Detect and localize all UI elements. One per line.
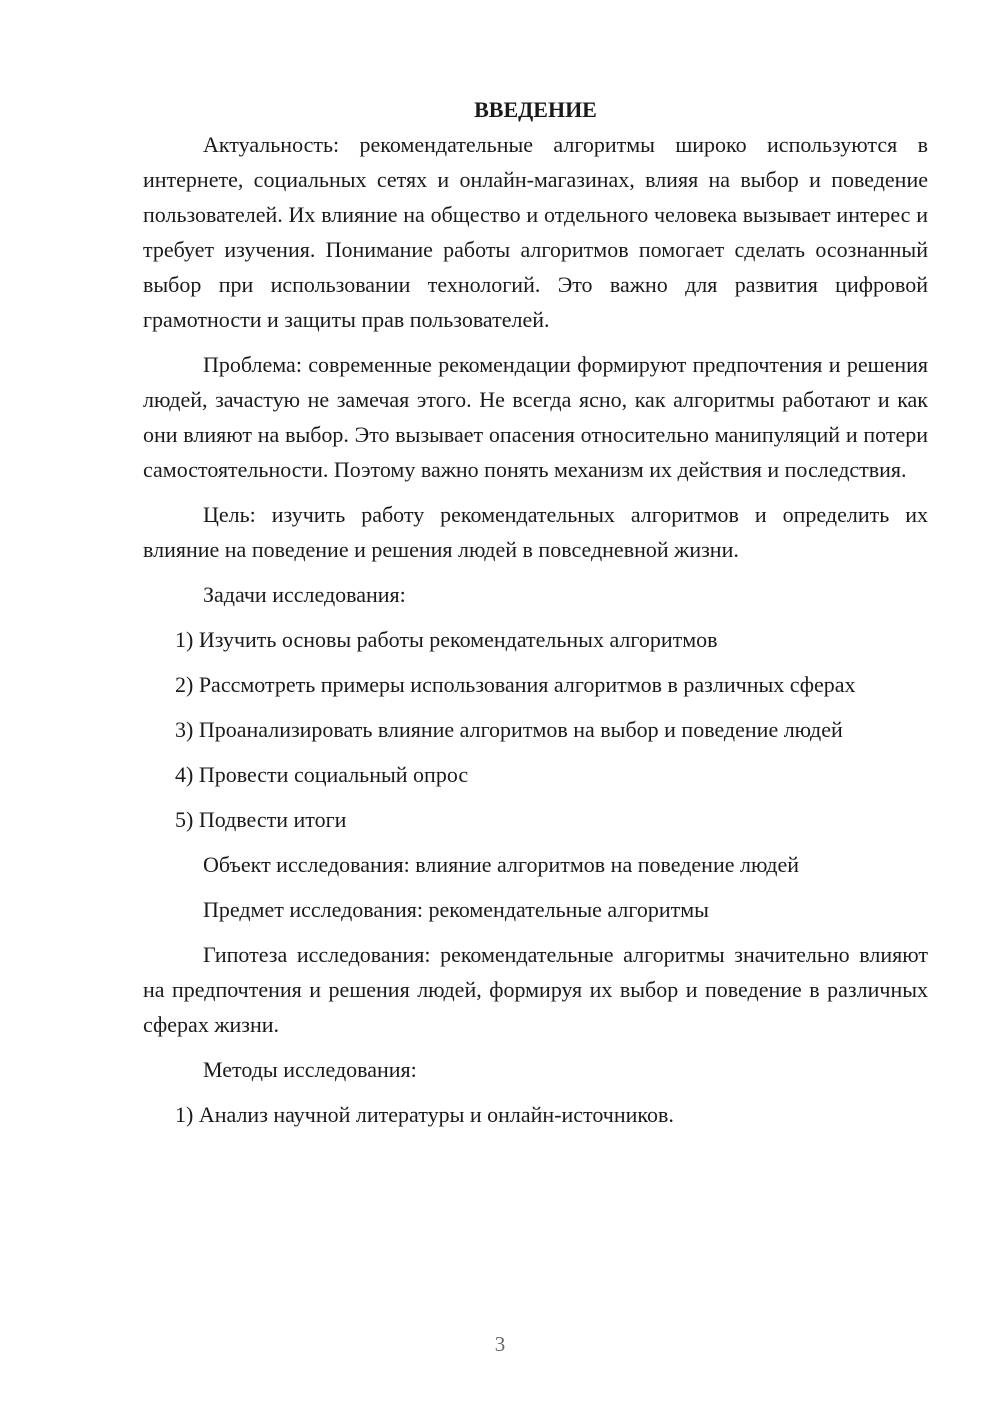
task-item: 2) Рассмотреть примеры использования алгоритмов в различных сферах [175, 672, 856, 697]
methods-heading: Методы исследования: [203, 1057, 417, 1082]
paragraph-goal: Цель: изучить работу рекомендательных алгоритмов и определить их влияние на поведение и решения людей в повседневной жизни. [143, 502, 928, 562]
section-title: ВВЕДЕНИЕ [474, 97, 597, 122]
page-number: 3 [494, 1332, 506, 1356]
paragraph-hypothesis: Гипотеза исследования: рекомендательные алгоритмы значительно влияют на предпочтения и решения людей, формируя их выбор и поведение в различных сферах жизни. [143, 942, 928, 1037]
paragraph-relevance: Актуальность: рекомендательные алгоритмы широко используются в интернете, социальных сетях и онлайн-магазинах, влияя на выбор и поведение пользователей. Их влияние на общество и отдельного человека вызывает интерес и требует изучения. Понимание работы алгоритмов помогает сделать осознанный выбор при использовании технологий. Это важно для развития цифровой грамотности и защиты прав пользователей. [143, 132, 928, 332]
task-item: 1) Изучить основы работы рекомендательных алгоритмов [175, 627, 718, 652]
paragraph-subject: Предмет исследования: рекомендательные алгоритмы [203, 897, 709, 922]
paragraph-problem: Проблема: современные рекомендации формируют предпочтения и решения людей, зачастую не замечая этого. Не всегда ясно, как алгоритмы работают и как они влияют на выбор. Это вызывает опасения относительно манипуляций и потери самостоятельности. Поэтому важно понять механизм их действия и последствия. [143, 352, 928, 482]
task-item: 4) Провести социальный опрос [175, 762, 469, 787]
task-item: 5) Подвести итоги [175, 807, 347, 832]
tasks-heading: Задачи исследования: [203, 582, 406, 607]
task-item: 3) Проанализировать влияние алгоритмов на выбор и поведение людей [175, 717, 843, 742]
method-item: 1) Анализ научной литературы и онлайн-источников. [175, 1102, 674, 1127]
page-content [143, 92, 928, 1142]
paragraph-object: Объект исследования: влияние алгоритмов на поведение людей [203, 852, 800, 877]
